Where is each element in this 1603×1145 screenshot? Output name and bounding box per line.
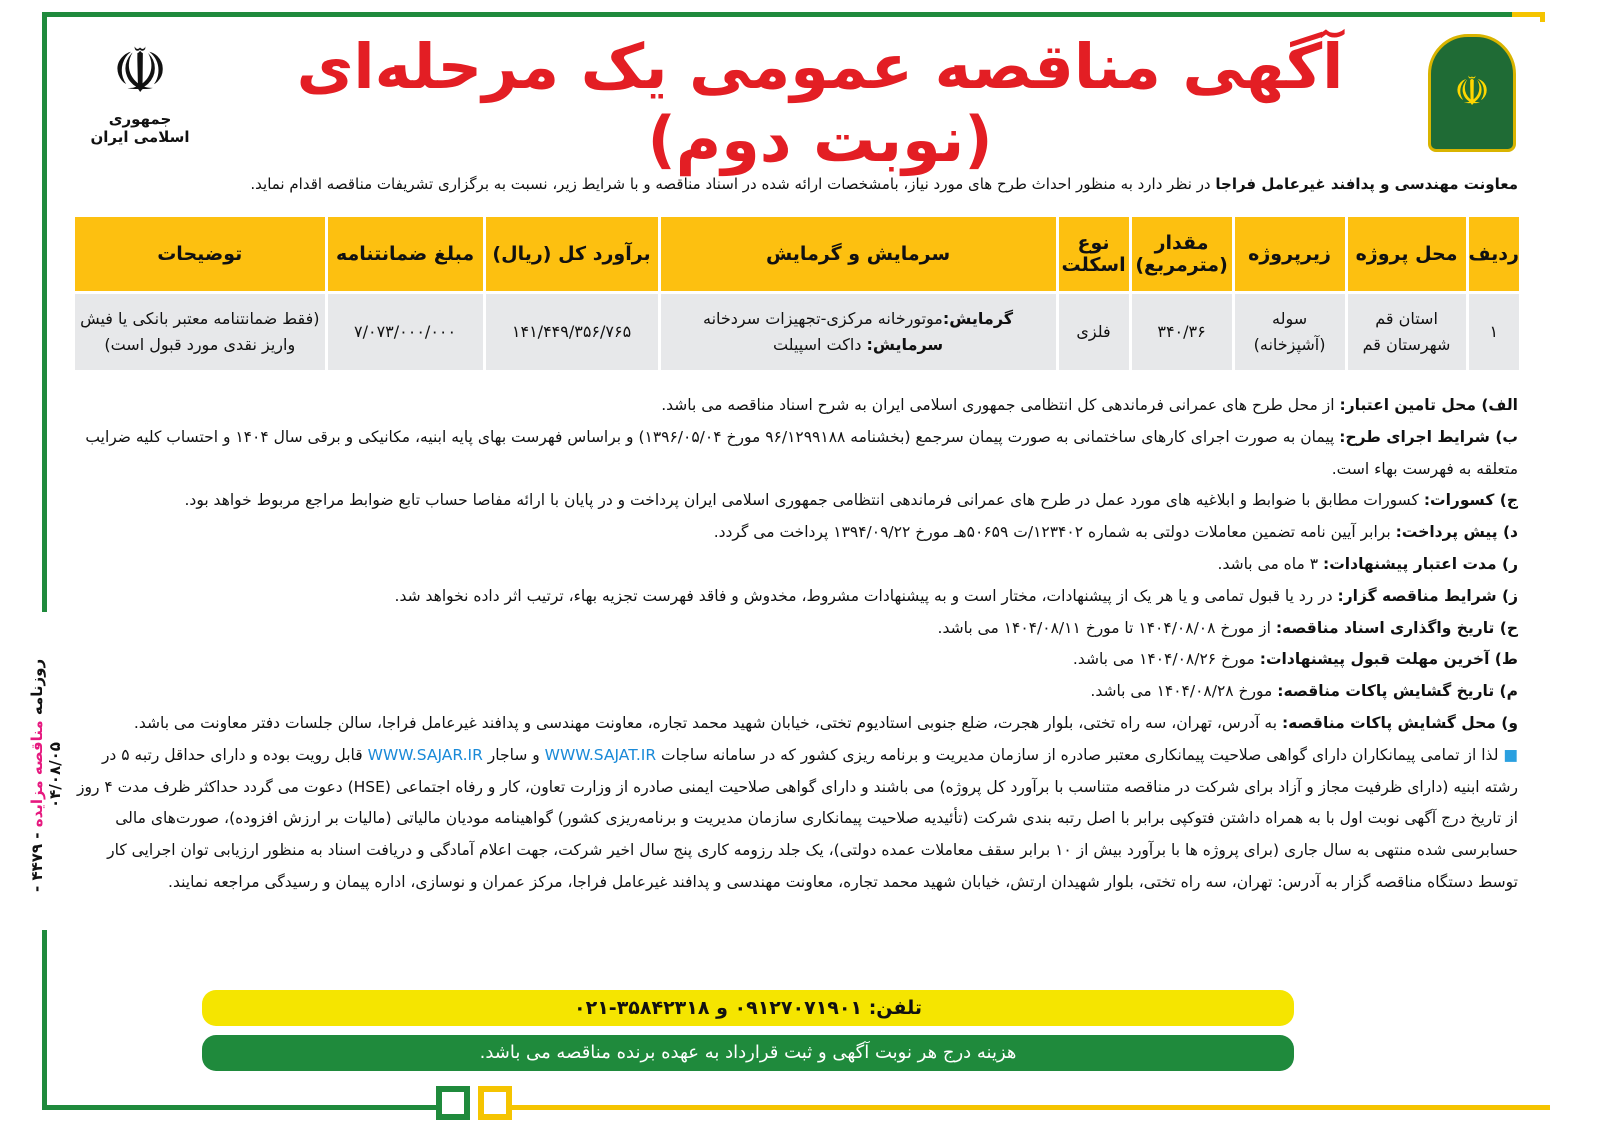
frame-border [42,12,1512,17]
phone-banner: تلفن: ۰۹۱۲۷۰۷۱۹۰۱ و ۳۵۸۴۲۳۱۸-۰۲۱ [202,990,1294,1026]
cell-location: استان قم شهرستان قم [1348,294,1466,370]
clause-label: ط) آخرین مهلت قبول پیشنهادات: [1259,650,1518,669]
sajat-link[interactable]: WWW.SAJAT.IR [544,745,657,764]
clause-text: در رد یا قبول تمامی و یا هر یک از پیشنهادات، مختار است و به پیشنهادات مشروط، مخدوش و فاقد فهرست تجزیه بهاء، ترتیب اثر داده نخواهد شد. [394,586,1338,605]
clause [68,708,1518,740]
clause [68,390,1518,422]
cell-hvac [661,294,1056,370]
clause-text: از محل طرح های عمرانی فرماندهی کل انتظامی جمهوری اسلامی ایران به شرح اسناد مناقصه می باشد. [661,396,1340,414]
clause [68,485,1518,517]
newspaper-name: روزنامه [28,658,46,720]
clause-text: ۳ ماه می باشد. [1217,554,1324,573]
newspaper-brand: مناقصه مزایده [28,719,46,827]
clause [68,644,1518,676]
cost-note-banner: هزینه درج هر نوبت آگهی و ثبت قرارداد به عهده برنده مناقصه می باشد. [202,1035,1294,1071]
frame-border [1512,12,1542,17]
clause-text: پیمان به صورت اجرای کارهای ساختمانی به صورت پیمان سرجمع (بخشنامه ۹۶/۱۲۹۹۱۸۸ مورخ ۱۳۹۶/۰۵/۰۴) و براساس فهرست بهای پایه ابنیه، مکانیکی و برقی سال ۱۴۰۴ و احتساب کلیه ضرایب متعلقه به فهرست بهاء است. [85,427,1518,478]
final-text: و ساجار [482,745,545,764]
clauses [68,390,1518,899]
newspaper-footer [28,625,68,925]
sajar-link[interactable]: WWW.SAJAR.IR [367,745,483,764]
frame-border [1540,12,1545,22]
decor-square [436,1086,470,1120]
cooling-value: داکت اسپیلت [772,335,867,354]
cooling-label: سرمایش: [866,335,944,354]
header-subproject: زیرپروژه [1235,217,1345,291]
clause-text: از مورخ ۱۴۰۴/۰۸/۰۸ تا مورخ ۱۴۰۴/۰۸/۱۱ می باشد. [937,618,1276,637]
frame-border [42,12,47,612]
cell-estimate: ۱۴۱/۴۴۹/۳۵۶/۷۶۵ [486,294,658,370]
heating-label: گرمایش: [942,309,1014,328]
table-row [75,294,1519,370]
final-text: قابل رویت بوده و دارای حداقل رتبه ۵ در رشته ابنیه (دارای ظرفیت مجاز و آزاد برای شرکت در مناقصه متناسب با برآورد کل پروژه) می باشند و دارای گواهی صلاحیت ایمنی صادره از وزارت تعاون، کار و رفاه اجتماعی (HSE) دعوت می گردد حداکثر ظرف مدت ۴ روز از تاریخ درج آگهی نوبت اول با به همراه داشتن فتوکپی برابر با اصل رتبه بندی شرکت (تأئیدیه صلاحیت پیمانکاری سازمان مدیریت و برنامه‌ریزی کشور) گواهینامه مودیان مالیاتی (مالیات بر ارزش افزوده)، صورت‌های مالی حسابرسی شده منتهی به سال جاری (برای پروژه ها با برآورد بیش از ۱۰ برابر سقف معاملات عمده دولتی)، یک جلد رزومه کاری پنج سال اخیر شرکت، جهت اعلام آمادگی و دریافت اسناد به منظور ارزیابی توان اجرایی کار توسط دستگاه مناقصه گزار به آدرس: تهران، سه راه تختی، بلوار شهیدان ارتش، خیابان شهید محمد تجاره، معاونت مهندسی و پدافند غیرعامل فراجا، مرکز عمران و نوسازی، اداره پیمان و رسیدگی مراجعه نمایند. [77,745,1518,891]
clause-label: ر) مدت اعتبار پیشنهادات: [1323,554,1518,573]
clause-label: م) تاریخ گشایش پاکات مناقصه: [1277,682,1518,701]
clause-label: ب) شرایط اجرای طرح: [1339,427,1518,446]
cell-subproject: سوله (آشپزخانه) [1235,294,1345,370]
clause-label: ح) تاریخ واگذاری اسناد مناقصه: [1275,618,1518,637]
cell-row: ۱ [1469,294,1519,370]
tender-table [72,214,1522,373]
cell-amount: ۳۴۰/۳۶ [1132,294,1232,370]
clause-label: الف) محل تامین اعتبار: [1339,396,1518,414]
issue-date: - ۴۴۷۹ - ۰۴/۰۸/۰۵ [28,742,64,892]
cell-skeleton: فلزی [1059,294,1129,370]
frame-border [42,930,47,1110]
clause-text: برابر آیین نامه تضمین معاملات دولتی به شماره ۱۲۳۴۰۲/ت ۵۰۶۵۹هـ مورخ ۱۳۹۴/۰۹/۲۲ پرداخت می گردد. [713,523,1396,542]
clause [68,549,1518,581]
clause-text: مورخ ۱۴۰۴/۰۸/۲۸ می باشد. [1090,682,1278,701]
clause-label: و) محل گشایش پاکات مناقصه: [1281,713,1518,732]
intro-org: معاونت مهندسی و پدافند غیرعامل فراجا [1215,175,1518,193]
cell-notes: (فقط ضمانتنامه معتبر بانکی یا فیش واریز نقدی مورد قبول است) [75,294,325,370]
clause-text: کسورات مطابق با ضوابط و ابلاغیه های مورد عمل در طرح های عمرانی فرماندهی انتظامی جمهوری اسلامی ایران پرداخت و در پایان با ارائه مفاصا حساب تابع ضوابط مراجع مربوط خواهد بود. [184,491,1424,510]
cell-guarantee: ۷/۰۷۳/۰۰۰/۰۰۰ [328,294,483,370]
clause-label: ز) شرایط مناقصه گزار: [1337,586,1518,605]
header-row-number: ردیف [1469,217,1519,291]
intro-body: در نظر دارد به منظور احداث طرح های مورد نیاز، بامشخصات ارائه شده در اسناد مناقصه و با شرایط زیر، نسبت به برگزاری تشریفات مناقصه اقدام نماید. [250,175,1216,193]
header-amount: مقدار (مترمربع) [1132,217,1232,291]
header-estimate: برآورد کل (ریال) [486,217,658,291]
frame-border [42,1105,442,1110]
frame-border [510,1105,1550,1110]
clause [68,581,1518,613]
page-title: آگهی مناقصه عمومی یک مرحله‌ای (نوبت دوم) [296,30,1344,176]
header-skeleton: نوع اسکلت [1059,217,1129,291]
final-paragraph [68,740,1518,899]
clause [68,676,1518,708]
clause-text: به آدرس، تهران، سه راه تختی، بلوار هجرت، ضلع جنوبی استادیوم تختی، خیابان شهید محمد تجاره، معاونت مهندسی و پدافند غیرعامل فراجا، سالن جلسات دفتر معاونت می باشد. [133,713,1282,732]
intro-text [98,175,1518,193]
emblem-caption: جمهوری اسلامی ایران [90,110,190,146]
bullet-icon: ■ [1498,745,1518,764]
clause-label: د) پیش پرداخت: [1395,523,1518,542]
header-location: محل پروژه [1348,217,1466,291]
decor-square [478,1086,512,1120]
clause [68,613,1518,645]
iran-emblem [80,32,200,152]
clause-label: ج) کسورات: [1423,491,1518,510]
header-guarantee: مبلغ ضمانتنامه [328,217,483,291]
header-hvac: سرمایش و گرمایش [661,217,1056,291]
clause [68,422,1518,486]
iran-emblem-icon: ☫ [112,34,168,107]
clause-text: مورخ ۱۴۰۴/۰۸/۲۶ می باشد. [1072,650,1260,669]
header-notes: توضیحات [75,217,325,291]
clause [68,517,1518,549]
heating-value: موتورخانه مرکزی-تجهیزات سردخانه [703,309,943,328]
final-text: لذا از تمامی پیمانکاران دارای گواهی صلاحیت پیمانکاری معتبر صادره از سازمان مدیریت و برنامه ریزی کشور که در سامانه ساجات [656,745,1499,764]
police-emblem-icon: ☫ [1428,34,1516,152]
